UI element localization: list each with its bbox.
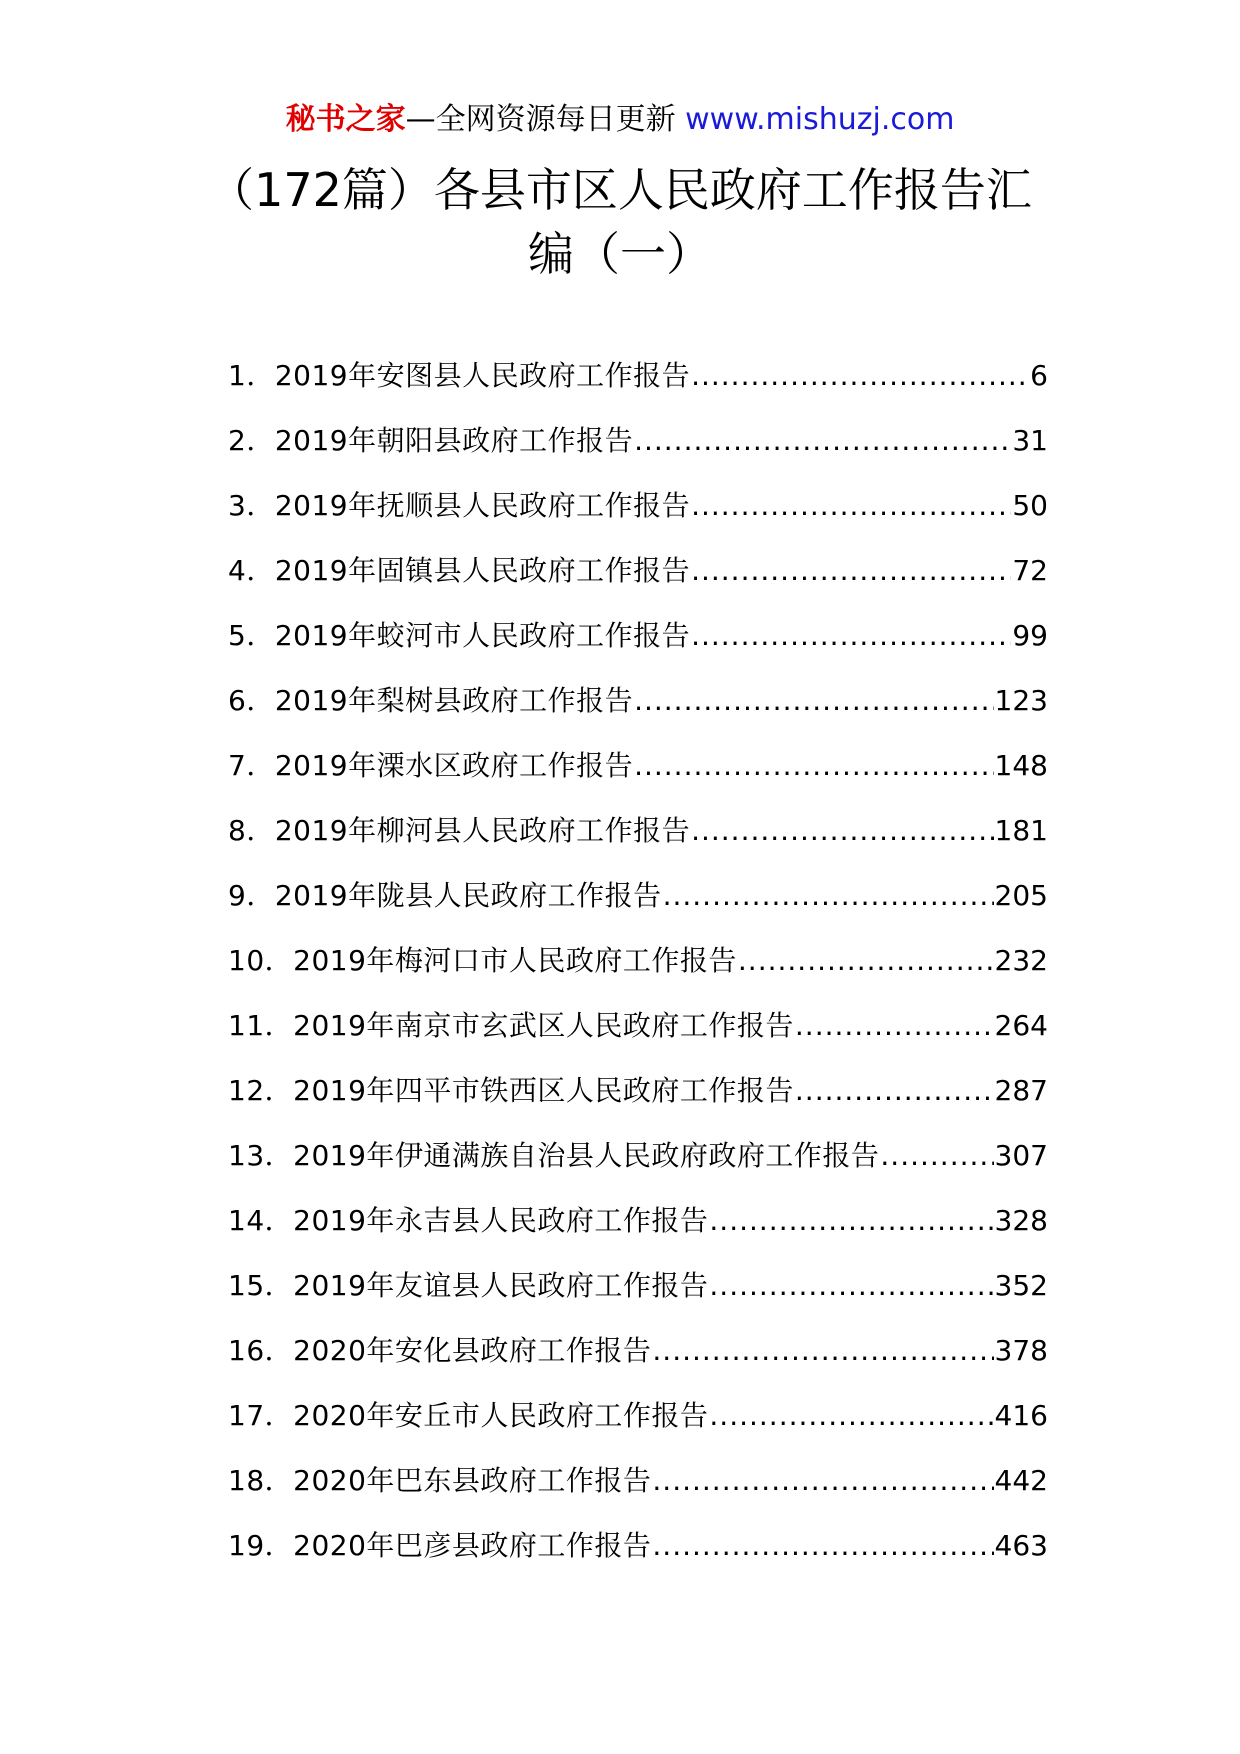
toc-entry-page-number: 232: [994, 944, 1048, 977]
toc-entry-page-number: 416: [994, 1399, 1048, 1432]
toc-dot-leader: [634, 421, 1011, 461]
table-of-contents: [228, 356, 1048, 1591]
toc-entry-title: 1．2019年安图县人民政府工作报告: [228, 359, 691, 392]
toc-entry[interactable]: [228, 616, 1048, 681]
toc-entry-page-number: 287: [994, 1074, 1048, 1107]
toc-entry-page-number: 148: [994, 749, 1048, 782]
toc-entry[interactable]: [228, 876, 1048, 941]
toc-dot-leader: [709, 1266, 993, 1306]
toc-dot-leader: [691, 356, 1029, 396]
toc-entry-page-number: 123: [994, 684, 1048, 717]
toc-dot-leader: [652, 1461, 993, 1501]
toc-dot-leader: [652, 1331, 993, 1371]
toc-entry-title: 9．2019年陇县人民政府工作报告: [228, 879, 662, 912]
toc-entry-title: 18．2020年巴东县政府工作报告: [228, 1464, 652, 1497]
toc-dot-leader: [691, 811, 993, 851]
toc-entry[interactable]: [228, 811, 1048, 876]
toc-dot-leader: [795, 1006, 994, 1046]
toc-entry[interactable]: [228, 1266, 1048, 1331]
toc-entry-page-number: 328: [994, 1204, 1048, 1237]
toc-entry-title: 15．2019年友谊县人民政府工作报告: [228, 1269, 709, 1302]
toc-entry-page-number: 205: [994, 879, 1048, 912]
toc-dot-leader: [691, 616, 1011, 656]
toc-entry-page-number: 99: [1012, 619, 1048, 652]
toc-dot-leader: [709, 1396, 993, 1436]
toc-entry-page-number: 378: [994, 1334, 1048, 1367]
toc-entry[interactable]: [228, 746, 1048, 811]
toc-entry[interactable]: [228, 1331, 1048, 1396]
toc-entry-title: 6．2019年梨树县政府工作报告: [228, 684, 634, 717]
toc-entry[interactable]: [228, 1071, 1048, 1136]
toc-entry-title: 11．2019年南京市玄武区人民政府工作报告: [228, 1009, 794, 1042]
toc-entry-title: 5．2019年蛟河市人民政府工作报告: [228, 619, 691, 652]
toc-entry[interactable]: [228, 1461, 1048, 1526]
site-header: [0, 100, 1240, 140]
toc-entry-page-number: 463: [994, 1529, 1048, 1562]
toc-entry-title: 12．2019年四平市铁西区人民政府工作报告: [228, 1074, 794, 1107]
toc-entry[interactable]: [228, 681, 1048, 746]
toc-entry-page-number: 72: [1012, 554, 1048, 587]
toc-entry[interactable]: [228, 1526, 1048, 1591]
toc-dot-leader: [880, 1136, 993, 1176]
toc-dot-leader: [691, 486, 1011, 526]
toc-entry[interactable]: [228, 1201, 1048, 1266]
toc-entry[interactable]: [228, 1396, 1048, 1461]
toc-entry-title: 10．2019年梅河口市人民政府工作报告: [228, 944, 737, 977]
toc-entry-page-number: 181: [994, 814, 1048, 847]
toc-entry-title: 16．2020年安化县政府工作报告: [228, 1334, 652, 1367]
toc-entry[interactable]: [228, 356, 1048, 421]
brand-name: 秘书之家: [285, 102, 406, 137]
toc-entry-page-number: 31: [1012, 424, 1048, 457]
toc-entry-title: 8．2019年柳河县人民政府工作报告: [228, 814, 691, 847]
toc-entry-page-number: 6: [1030, 359, 1048, 392]
toc-entry-page-number: 442: [994, 1464, 1048, 1497]
toc-dot-leader: [634, 746, 993, 786]
toc-entry[interactable]: [228, 551, 1048, 616]
toc-entry-title: 14．2019年永吉县人民政府工作报告: [228, 1204, 709, 1237]
toc-dot-leader: [663, 876, 994, 916]
toc-entry-page-number: 50: [1012, 489, 1048, 522]
toc-dot-leader: [738, 941, 994, 981]
site-url-link[interactable]: www.mishuzj.com: [685, 102, 955, 137]
toc-dot-leader: [709, 1201, 993, 1241]
toc-entry-title: 17．2020年安丘市人民政府工作报告: [228, 1399, 709, 1432]
toc-dot-leader: [691, 551, 1011, 591]
toc-entry[interactable]: [228, 941, 1048, 1006]
toc-entry-title: 19．2020年巴彦县政府工作报告: [228, 1529, 652, 1562]
toc-dot-leader: [652, 1526, 993, 1566]
toc-dot-leader: [634, 681, 993, 721]
toc-entry-title: 13．2019年伊通满族自治县人民政府政府工作报告: [228, 1139, 880, 1172]
toc-dot-leader: [795, 1071, 994, 1111]
toc-entry-title: 7．2019年溧水区政府工作报告: [228, 749, 634, 782]
toc-entry-title: 2．2019年朝阳县政府工作报告: [228, 424, 634, 457]
toc-entry-title: 4．2019年固镇县人民政府工作报告: [228, 554, 691, 587]
toc-entry-page-number: 264: [994, 1009, 1048, 1042]
document-title: （172篇）各县市区人民政府工作报告汇编（一）: [208, 163, 1032, 281]
toc-entry-title: 3．2019年抚顺县人民政府工作报告: [228, 489, 691, 522]
toc-entry-page-number: 307: [994, 1139, 1048, 1172]
toc-entry-page-number: 352: [994, 1269, 1048, 1302]
toc-entry[interactable]: [228, 486, 1048, 551]
toc-entry[interactable]: [228, 421, 1048, 486]
toc-entry[interactable]: [228, 1136, 1048, 1201]
toc-entry[interactable]: [228, 1006, 1048, 1071]
header-tagline: —全网资源每日更新: [405, 102, 686, 137]
